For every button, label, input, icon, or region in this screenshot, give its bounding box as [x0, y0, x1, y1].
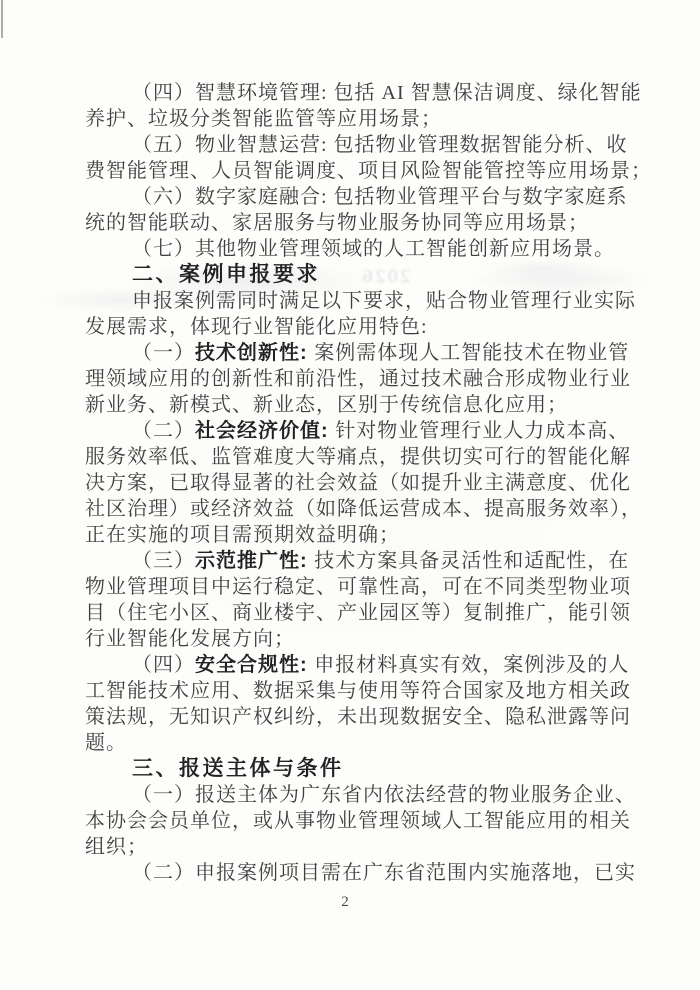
text-line: [85, 574, 645, 600]
text-line: [85, 652, 645, 678]
text-run: （四）: [132, 654, 195, 676]
text-line: [85, 808, 645, 834]
text-line: [85, 470, 645, 496]
text-line: [85, 418, 645, 444]
text-line: [85, 782, 645, 808]
text-line: [85, 444, 645, 470]
text-line: [85, 80, 645, 106]
text-line: [85, 236, 645, 262]
section-heading: [85, 262, 645, 288]
text-run: 申报案例需同时满足以下要求，贴合物业管理行业实际: [132, 290, 636, 312]
bold-text-run: 安全合规性:: [195, 654, 315, 676]
text-run: 申报材料真实有效，案例涉及的人: [314, 654, 630, 676]
bold-text-run: 社会经济价值:: [195, 420, 336, 442]
text-run: （一）: [132, 342, 195, 364]
text-run: 统的智能联动、家居服务与物业服务协同等应用场景；: [85, 212, 589, 234]
text-run: 决方案，已取得显著的社会效益（如提升业主满意度、优化: [85, 472, 631, 494]
text-line: [85, 704, 645, 730]
text-line: [85, 548, 645, 574]
text-line: [85, 184, 645, 210]
text-run: （六）数字家庭融合: 包括物业管理平台与数字家庭系: [132, 186, 628, 208]
text-line: [85, 600, 645, 626]
text-run: 行业智能化发展方向；: [85, 628, 295, 650]
text-run: （四）智慧环境管理: 包括 AI 智慧保洁调度、绿化智能: [132, 82, 642, 104]
text-line: [85, 288, 645, 314]
text-run: 策法规，无知识产权纠纷，未出现数据安全、隐私泄露等问: [85, 706, 631, 728]
text-line: [85, 860, 645, 886]
text-run: （一）报送主体为广东省内依法经营的物业服务企业、: [132, 784, 636, 806]
text-line: [85, 522, 645, 548]
text-run: （七）其他物业管理领域的人工智能创新应用场景。: [132, 238, 615, 260]
text-run: 题。: [85, 732, 127, 754]
text-run: 物业管理项目中运行稳定、可靠性高，可在不同类型物业项: [85, 576, 631, 598]
text-run: 养护、垃圾分类智能监管等应用场景；: [85, 108, 442, 130]
text-line: [85, 626, 645, 652]
text-block: [85, 80, 652, 886]
text-run: 目（住宅小区、商业楼宇、产业园区等）复制推广，能引领: [85, 602, 631, 624]
text-line: [85, 314, 645, 340]
ink-bleedthrough-text: 2026: [360, 266, 410, 287]
text-run: 社区治理）或经济效益（如降低运营成本、提高服务效率），: [85, 498, 642, 520]
text-line: [85, 496, 645, 522]
bold-text-run: 技术创新性:: [195, 342, 315, 364]
bold-text-run: 二、案例申报要求: [132, 263, 320, 286]
bold-text-run: 示范推广性:: [195, 550, 315, 572]
text-run: 组织；: [85, 836, 148, 858]
text-run: 发展需求，体现行业智能化应用特色:: [85, 316, 428, 338]
section-heading: [85, 756, 645, 782]
text-line: [85, 366, 645, 392]
text-line: [85, 106, 645, 132]
text-run: 本协会会员单位，或从事物业管理领域人工智能应用的相关: [85, 810, 631, 832]
text-run: （二）: [132, 420, 195, 442]
text-line: [85, 340, 645, 366]
text-line: [85, 392, 645, 418]
text-run: 费智能管理、人员智能调度、项目风险智能管控等应用场景；: [85, 160, 652, 182]
text-run: （五）物业智慧运营: 包括物业管理数据智能分析、收: [132, 134, 628, 156]
text-run: （二）申报案例项目需在广东省范围内实施落地，已实: [132, 862, 636, 884]
text-run: 服务效率低、监管难度大等痛点，提供切实可行的智能化解: [85, 446, 631, 468]
text-run: 新业务、新模式、新业态，区别于传统信息化应用；: [85, 394, 568, 416]
text-line: [85, 158, 652, 184]
scan-edge-artifact: [1, 0, 3, 38]
text-run: 技术方案具备灵活性和适配性，在: [314, 550, 630, 572]
text-line: [85, 678, 645, 704]
text-run: 工智能技术应用、数据采集与使用等符合国家及地方相关政: [85, 680, 631, 702]
text-line: [85, 210, 645, 236]
text-run: 正在实施的项目需预期效益明确；: [85, 524, 400, 546]
text-run: 理领域应用的创新性和前沿性，通过技术融合形成物业行业: [85, 368, 631, 390]
text-run: 案例需体现人工智能技术在物业管: [314, 342, 630, 364]
text-run: （三）: [132, 550, 195, 572]
text-line: [85, 132, 645, 158]
text-line: [85, 834, 645, 860]
text-line: [85, 730, 645, 756]
bold-text-run: 三、报送主体与条件: [132, 757, 344, 780]
page-number: 2: [341, 894, 349, 910]
text-run: 针对物业管理行业人力成本高、: [335, 420, 630, 442]
